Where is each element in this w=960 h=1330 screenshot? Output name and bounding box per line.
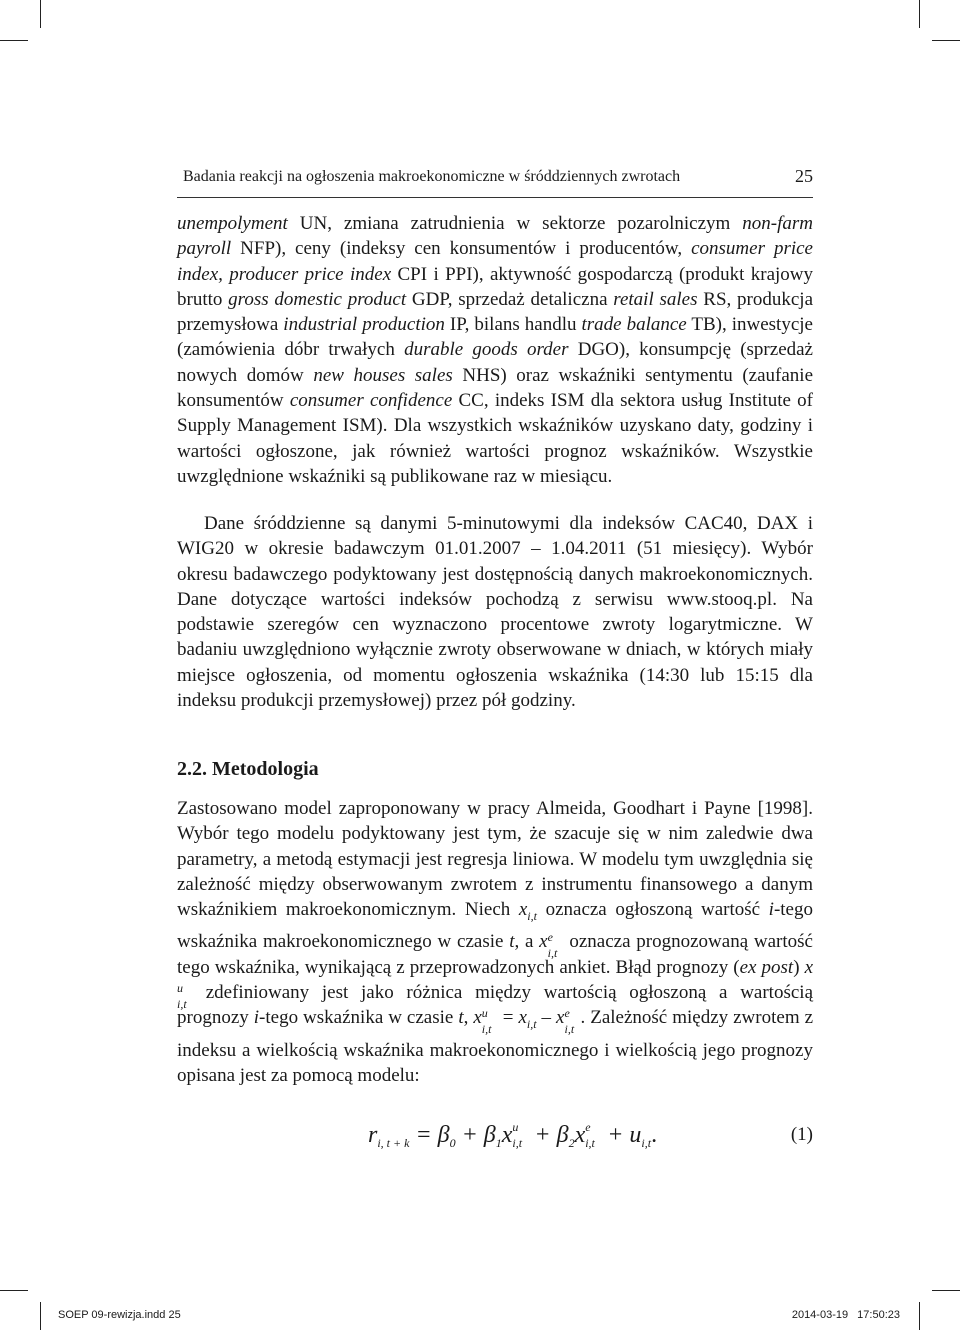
crop-mark	[40, 1302, 41, 1330]
page-number: 25	[795, 166, 813, 186]
crop-mark	[919, 1302, 920, 1330]
crop-mark	[919, 0, 920, 28]
regression-equation: $r_{i, t + k} = \beta_0 + \beta_1x$ u i,t + $\beta_2x$ e i,t + $u_{i,t}$.	[368, 1120, 658, 1150]
crop-mark	[932, 40, 960, 41]
section-heading: 2.2. Metodologia	[177, 758, 319, 780]
crop-mark	[0, 1290, 28, 1291]
paragraph-indicators: unempolyment UN, zmiana zatrudnienia w sektorze pozarolniczym non-farm payroll NFP), ceny (indeksy cen konsumentów i producentów, consumer price index, producer price index CPI i PPI), aktywność gospodarczą (produkt krajowy brutto gross domestic product GDP, sprzedaż detaliczna retail sales RS, produkcja przemysłowa industrial production IP, bilans handlu trade balance TB), inwestycje (zamówienia dóbr trwałych durable goods order DGO), konsumpcję (sprzedaż nowych domów new houses sales NHS) oraz wskaźniki sentymentu (zaufanie konsumentów consumer confidence CC, indeks ISM dla sektora usług Institute of Supply Management ISM). Dla wszystkich wskaźników uzyskano daty, godziny i wartości ogłoszone, jak również wartości prognoz wskaźników. Wszystkie uwzględnione wskaźniki są publikowane raz w miesiącu.	[177, 213, 814, 487]
running-header	[177, 166, 813, 190]
equation-number: (1)	[790, 1124, 813, 1145]
paragraph-text: Dane śróddzienne są danymi 5-minutowymi dla indeksów CAC40, DAX i WIG20 w okresie badawczym 01.01.2007 – 1.04.2011 (51 miesięcy). Wybór okresu badawczego podyktowany jest dostępnością danych makroekonomicznych. Dane dotyczące wartości indeksów pochodzą z serwisu www.stooq.pl. Na podstawie szeregów cen wyznaczono procentowe zwroty logarytmiczne. W badaniu uwzględniono wyłącznie zwroty obserwowane w dniach, w których miały miejsce ogłoszenia, od momentu ogłoszenia wskaźnika (14:30 lub 15:15 dla indeksu produkcji przemysłowej) przez pół godziny.	[177, 513, 813, 712]
print-timestamp: 2014-03-19 17:50:23	[791, 1309, 900, 1321]
running-title: Badania reakcji na ogłoszenia makroekonomiczne w śróddziennych zwrotach	[183, 168, 681, 185]
header-rule	[177, 197, 813, 198]
crop-mark	[40, 0, 41, 28]
file-slug: SOEP 09-rewizja.indd 25	[58, 1309, 181, 1321]
paragraph-methodology: Zastosowano model zaproponowany w pracy Almeida, Goodhart i Payne [1998]. Wybór tego modelu podyktowany jest tym, że szacuje się w nim zaledwie dwa parametry, a metodą estymacji jest regresja liniowa. W modelu tym uwzględnia się zależność między obserwowanym zwrotem z instrumentu finansowego a danym wskaźnikiem makroekonomicznym. Niech $x_{i,t}$ oznacza ogłoszoną wartość i-tego wskaźnika makroekonomicznego w czasie t, a x e i,t oznacza prognozowaną wartość tego wskaźnika, wynikającą z przeprowadzonych ankiet. Błąd prognozy (ex post) x u i,t zdefiniowany jest jako różnica między wartością ogłoszoną a wartością prognozy i-tego wskaźnika w czasie t, x u i,t = $x_{i,t}$ – x e i,t . Zależność między zwrotem z indeksu a wielkością wskaźnika makroekonomicznego i wielkością jego prognozy opisana jest za pomocą modelu:	[177, 798, 814, 1086]
crop-mark	[0, 40, 28, 41]
crop-mark	[932, 1290, 960, 1291]
paragraph-data	[177, 511, 813, 713]
